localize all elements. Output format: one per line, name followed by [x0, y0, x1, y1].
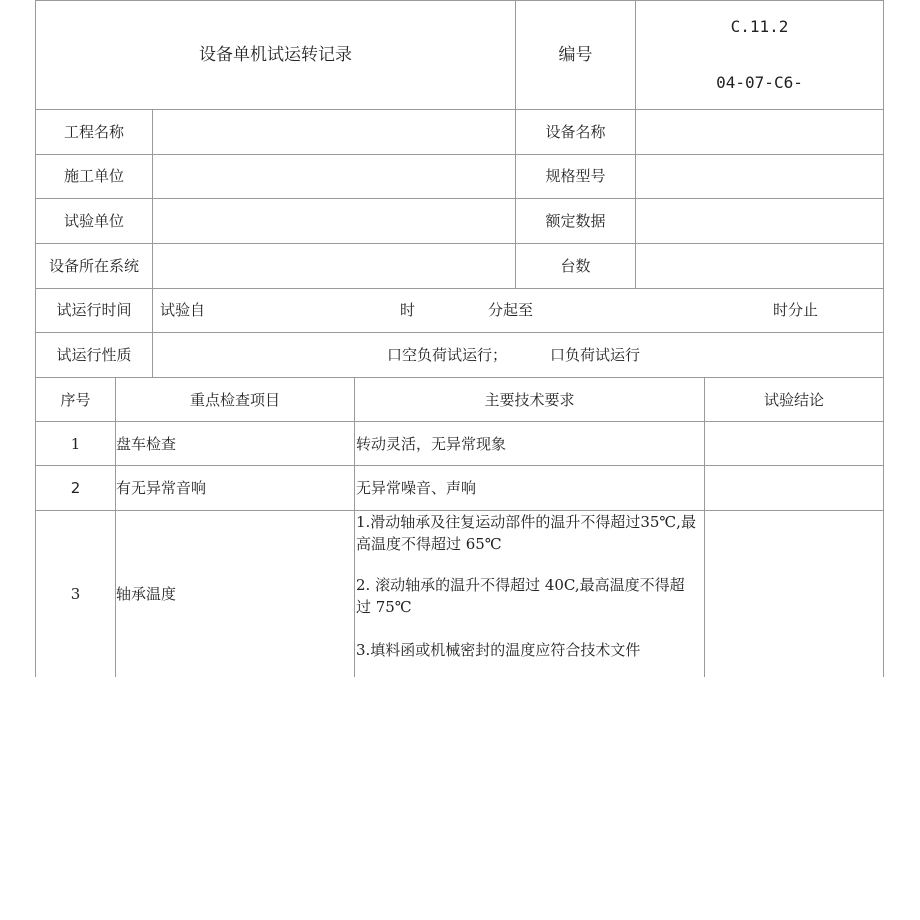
project-name-value[interactable] — [153, 110, 515, 154]
equipment-name-value[interactable] — [636, 110, 883, 154]
run-time-label: 试运行时间 — [56, 301, 132, 319]
rated-data-value[interactable] — [636, 199, 883, 243]
quantity-label: 台数 — [560, 257, 591, 275]
test-unit-label: 试验单位 — [63, 212, 124, 230]
row-requirement: 3.填料函或机械密封的温度应符合技术文件 — [356, 641, 641, 659]
load-run-option[interactable]: 口负荷试运行 — [550, 346, 641, 364]
row-conclusion[interactable] — [705, 466, 883, 510]
form-code: C.11.2 — [730, 17, 789, 36]
no-load-run-option[interactable]: 口空负荷试运行； — [387, 346, 508, 364]
contractor-value[interactable] — [153, 155, 515, 198]
col-header-item: 重点检查项目 — [189, 391, 280, 409]
system-value[interactable] — [153, 244, 515, 288]
project-name-label: 工程名称 — [63, 123, 124, 141]
form-number: 04-07-C6- — [716, 73, 803, 92]
row-seq: 1 — [70, 435, 81, 453]
row-conclusion[interactable] — [705, 422, 883, 465]
grid-line — [35, 288, 884, 289]
grid-line — [515, 0, 516, 288]
quantity-value[interactable] — [636, 244, 883, 288]
model-spec-label: 规格型号 — [545, 167, 606, 185]
contractor-label: 施工单位 — [63, 167, 124, 185]
row-requirement: 无异常噪音、声响 — [356, 479, 477, 497]
row-item: 有无异常音响 — [116, 479, 207, 497]
grid-line — [35, 332, 884, 333]
row-conclusion[interactable] — [705, 511, 883, 677]
col-header-requirement: 主要技术要求 — [484, 391, 575, 409]
run-time-end: 时分止 — [773, 301, 819, 319]
row-item: 盘车检查 — [116, 435, 177, 453]
run-time-minute-to: 分起至 — [488, 301, 534, 319]
rated-data-label: 额定数据 — [545, 212, 606, 230]
run-nature-label: 试运行性质 — [56, 346, 132, 364]
grid-line — [115, 377, 116, 677]
row-requirement: 1.滑动轴承及往复运动部件的温升不得超过35℃,最高温度不得超过 65℃ — [356, 513, 696, 553]
grid-line — [35, 0, 36, 677]
run-time-from: 试验自 — [160, 301, 206, 319]
run-time-hour: 时 — [400, 301, 416, 319]
equipment-name-label: 设备名称 — [545, 123, 606, 141]
grid-line — [354, 377, 355, 677]
system-label: 设备所在系统 — [48, 257, 139, 275]
col-header-conclusion: 试验结论 — [763, 391, 824, 409]
grid-line — [883, 0, 884, 677]
form-title: 设备单机试运转记录 — [199, 45, 352, 65]
row-seq: 3 — [70, 585, 81, 603]
model-spec-value[interactable] — [636, 155, 883, 198]
test-unit-value[interactable] — [153, 199, 515, 243]
row-requirement: 2. 滚动轴承的温升不得超过 40C,最高温度不得超过 75℃ — [356, 576, 685, 616]
grid-line — [35, 0, 884, 1]
number-label: 编号 — [558, 45, 593, 65]
col-header-seq: 序号 — [60, 391, 91, 409]
row-item: 轴承温度 — [116, 585, 177, 603]
row-requirement: 转动灵活，无异常现象 — [356, 435, 507, 453]
grid-line — [35, 377, 884, 378]
row-seq: 2 — [70, 479, 81, 497]
